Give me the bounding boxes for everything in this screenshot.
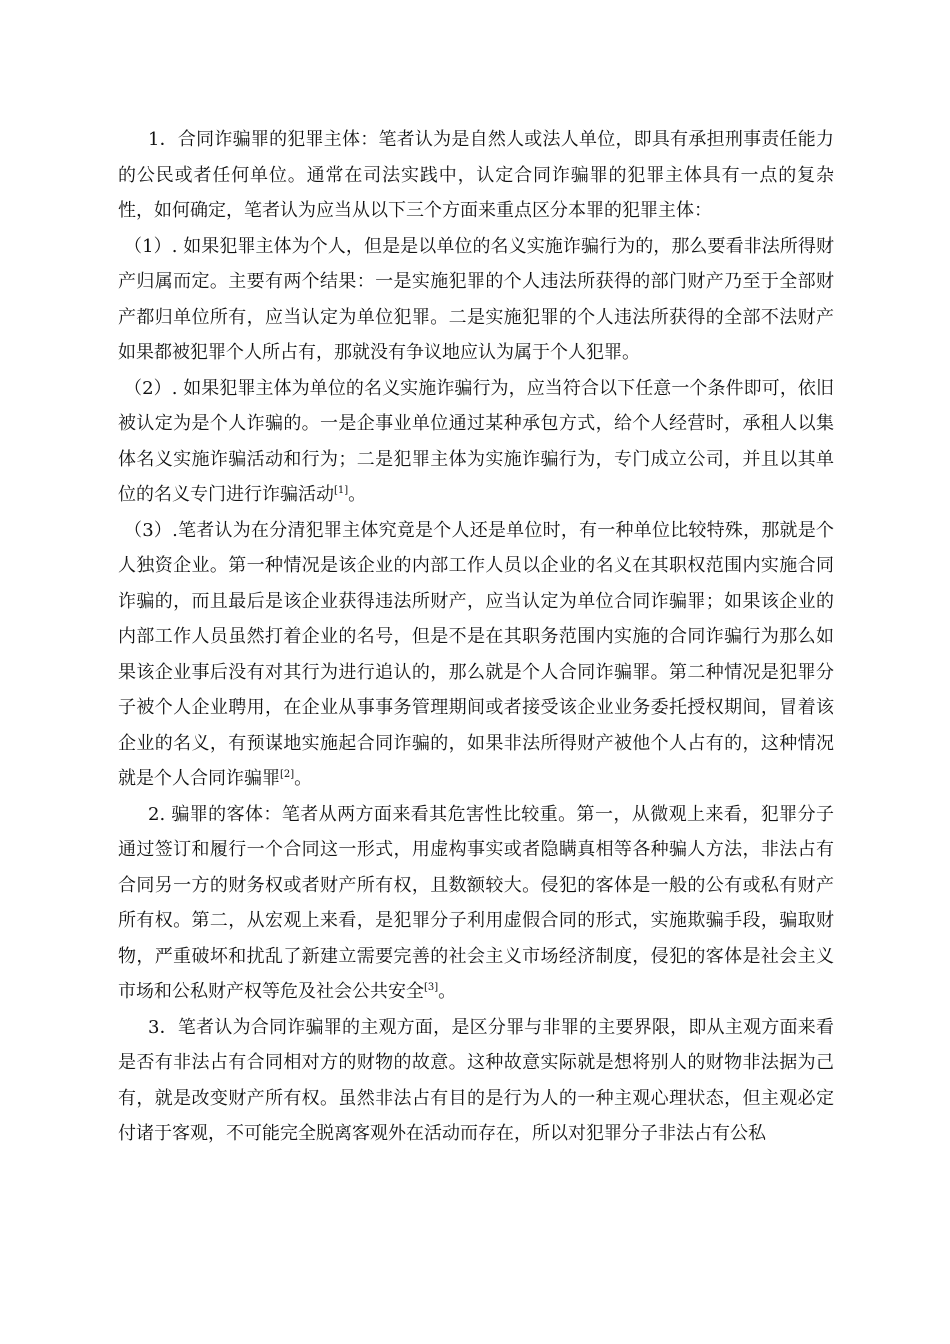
paragraph-text: （3）.笔者认为在分清犯罪主体究竟是个人还是单位时，有一种单位比较特殊，那就是个人独资企业。第一种情况是该企业的内部工作人员以企业的名义在其职权范围内实施合同诈骗的，而且最后是该企业获得违法所财产，应当认定为单位合同诈骗罪；如果该企业的内部工作人员虽然打着企业的名号，但是不是在其职务范围内实施的合同诈骗行为那么如果该企业事后没有对其行为进行追认的，那么就是个人合同诈骗罪。第二种情况是犯罪分子被个人企业聘用，在企业从事事务管理期间或者接受该企业业务委托授权期间，冒着该企业的名义，有预谋地实施起合同诈骗的，如果非法所得财产被他个人占有的，这种情况就是个人合同诈骗罪 xyxy=(118,519,834,789)
paragraph-text: （1）. 如果犯罪主体为个人，但是是以单位的名义实施诈骗行为的，那么要看非法所得财产归属而定。主要有两个结果：一是实施犯罪的个人违法所获得的部门财产乃至于全部财产都归单位所有，应当认定为单位犯罪。二是实施犯罪的个人违法所获得的全部不法财产如果都被犯罪个人所占有，那就没有争议地应认为属于个人犯罪。 xyxy=(118,235,834,363)
paragraph-text: 2. 骗罪的客体：笔者从两方面来看其危害性比较重。第一，从微观上来看，犯罪分子通过签订和履行一个合同这一形式，用虚构事实或者隐瞒真相等各种骗人方法，非法占有合同另一方的财务权或者财产所有权，且数额较大。侵犯的客体是一般的公有或私有财产所有权。第二，从宏观上来看，是犯罪分子利用虚假合同的形式，实施欺骗手段，骗取财物，严重破坏和扰乱了新建立需要完善的社会主义市场经济制度，侵犯的客体是社会主义市场和公私财产权等危及社会公共安全 xyxy=(118,803,834,1002)
document-page xyxy=(118,122,834,1152)
paragraph-text: （2）. 如果犯罪主体为单位的名义实施诈骗行为，应当符合以下任意一个条件即可，依旧被认定为是个人诈骗的。一是企事业单位通过某种承包方式，给个人经营时，承租人以集体名义实施诈骗活动和行为；二是犯罪主体为实施诈骗行为，专门成立公司，并且以其单位的名义专门进行诈骗活动 xyxy=(118,377,834,505)
paragraph-subjective-aspect xyxy=(118,1010,834,1152)
paragraph-crime-subject xyxy=(118,122,834,229)
paragraph-text: 1．合同诈骗罪的犯罪主体：笔者认为是自然人或法人单位，即具有承担刑事责任能力的公民或者任何单位。通常在司法实践中，认定合同诈骗罪的犯罪主体具有一点的复杂性，如何确定，笔者认为应当从以下三个方面来重点区分本罪的犯罪主体： xyxy=(118,129,834,221)
footnote-reference[interactable]: [3] xyxy=(424,982,439,993)
paragraph-unit-subject xyxy=(118,371,834,513)
paragraph-text: 3．笔者认为合同诈骗罪的主观方面，是区分罪与非罪的主要界限，即从主观方面来看是否有非法占有合同相对方的财物的故意。这种故意实际就是想将别人的财物非法据为己有，就是改变财产所有权。虽然非法占有目的是行为人的一种主观心理状态，但主观必定付诸于客观，不可能完全脱离客观外在活动而存在，所以对犯罪分子非法占有公私 xyxy=(118,1016,834,1144)
footnote-reference[interactable]: [2] xyxy=(280,769,295,780)
paragraph-individual-subject xyxy=(118,229,834,371)
footnote-reference[interactable]: [1] xyxy=(334,485,349,496)
paragraph-tail: 。 xyxy=(348,484,367,505)
paragraph-tail: 。 xyxy=(294,768,313,789)
paragraph-crime-object xyxy=(118,797,834,1010)
paragraph-sole-proprietorship xyxy=(118,513,834,797)
paragraph-tail: 。 xyxy=(438,981,457,1002)
